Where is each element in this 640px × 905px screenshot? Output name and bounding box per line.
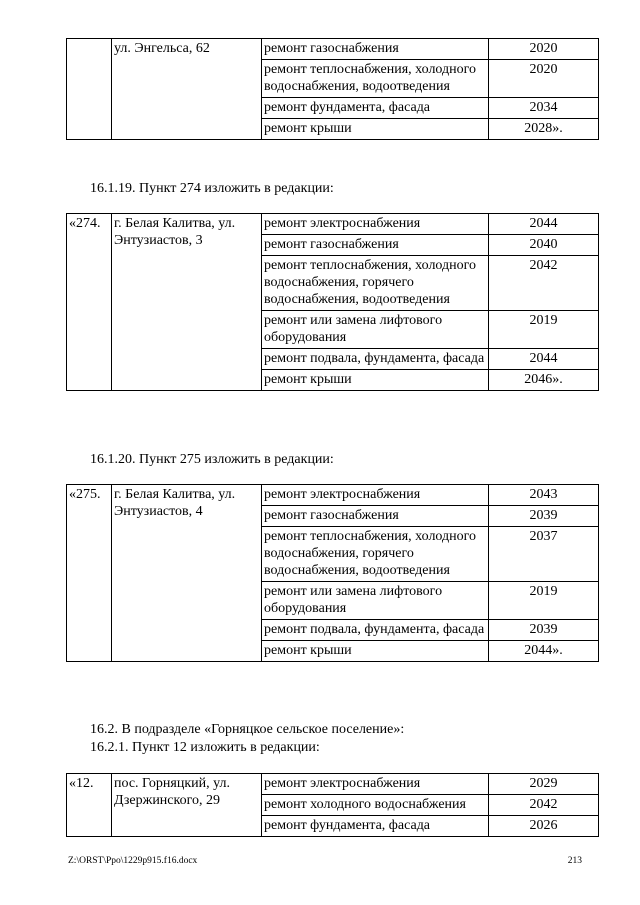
year: 2046».	[489, 370, 599, 391]
paragraph-16-2: 16.2. В подразделе «Горняцкое сельское поселение»:	[90, 722, 405, 737]
year: 2019	[489, 582, 599, 620]
year: 2020	[489, 60, 599, 98]
work-type: ремонт теплоснабжения, холодного водоснабжения, водоотведения	[262, 60, 489, 98]
work-type: ремонт электроснабжения	[262, 214, 489, 235]
year: 2044	[489, 214, 599, 235]
work-type: ремонт подвала, фундамента, фасада	[262, 349, 489, 370]
work-type: ремонт газоснабжения	[262, 235, 489, 256]
paragraph-16-2-1: 16.2.1. Пункт 12 изложить в редакции:	[90, 740, 320, 755]
work-type: ремонт теплоснабжения, холодного водоснабжения, горячего водоснабжения, водоотведения	[262, 256, 489, 311]
year: 2042	[489, 795, 599, 816]
address: г. Белая Калитва, ул. Энтузиастов, 4	[112, 485, 262, 662]
work-type: ремонт холодного водоснабжения	[262, 795, 489, 816]
work-type: ремонт фундамента, фасада	[262, 98, 489, 119]
year: 2019	[489, 311, 599, 349]
footer-page-number: 213	[567, 856, 582, 866]
year: 2040	[489, 235, 599, 256]
year: 2043	[489, 485, 599, 506]
year: 2042	[489, 256, 599, 311]
table-row	[67, 39, 599, 60]
table-item-12	[66, 773, 599, 837]
paragraph-16-1-19: 16.1.19. Пункт 274 изложить в редакции:	[90, 181, 334, 196]
item-number: «275.	[67, 485, 112, 662]
work-type: ремонт крыши	[262, 119, 489, 140]
table-item-274	[66, 213, 599, 391]
year: 2034	[489, 98, 599, 119]
work-type: ремонт или замена лифтового оборудования	[262, 582, 489, 620]
year: 2039	[489, 620, 599, 641]
work-type: ремонт теплоснабжения, холодного водоснабжения, горячего водоснабжения, водоотведения	[262, 527, 489, 582]
work-type: ремонт подвала, фундамента, фасада	[262, 620, 489, 641]
work-type: ремонт крыши	[262, 370, 489, 391]
work-type: ремонт электроснабжения	[262, 485, 489, 506]
year: 2039	[489, 506, 599, 527]
table-row	[67, 214, 599, 235]
table-continuation	[66, 38, 599, 140]
footer-file-path: Z:\ORST\Ppo\1229p915.f16.docx	[68, 856, 198, 866]
address: пос. Горняцкий, ул. Дзержинского, 29	[112, 774, 262, 837]
item-number: «12.	[67, 774, 112, 837]
year: 2029	[489, 774, 599, 795]
work-type: ремонт или замена лифтового оборудования	[262, 311, 489, 349]
item-number: «274.	[67, 214, 112, 391]
table-row	[67, 774, 599, 795]
work-type: ремонт фундамента, фасада	[262, 816, 489, 837]
table-item-275	[66, 484, 599, 662]
item-number	[67, 39, 112, 140]
address: г. Белая Калитва, ул. Энтузиастов, 3	[112, 214, 262, 391]
table-row	[67, 485, 599, 506]
year: 2028».	[489, 119, 599, 140]
work-type: ремонт газоснабжения	[262, 506, 489, 527]
year: 2026	[489, 816, 599, 837]
year: 2037	[489, 527, 599, 582]
year: 2044».	[489, 641, 599, 662]
year: 2044	[489, 349, 599, 370]
work-type: ремонт крыши	[262, 641, 489, 662]
work-type: ремонт газоснабжения	[262, 39, 489, 60]
address: ул. Энгельса, 62	[112, 39, 262, 140]
year: 2020	[489, 39, 599, 60]
paragraph-16-1-20: 16.1.20. Пункт 275 изложить в редакции:	[90, 452, 334, 467]
work-type: ремонт электроснабжения	[262, 774, 489, 795]
